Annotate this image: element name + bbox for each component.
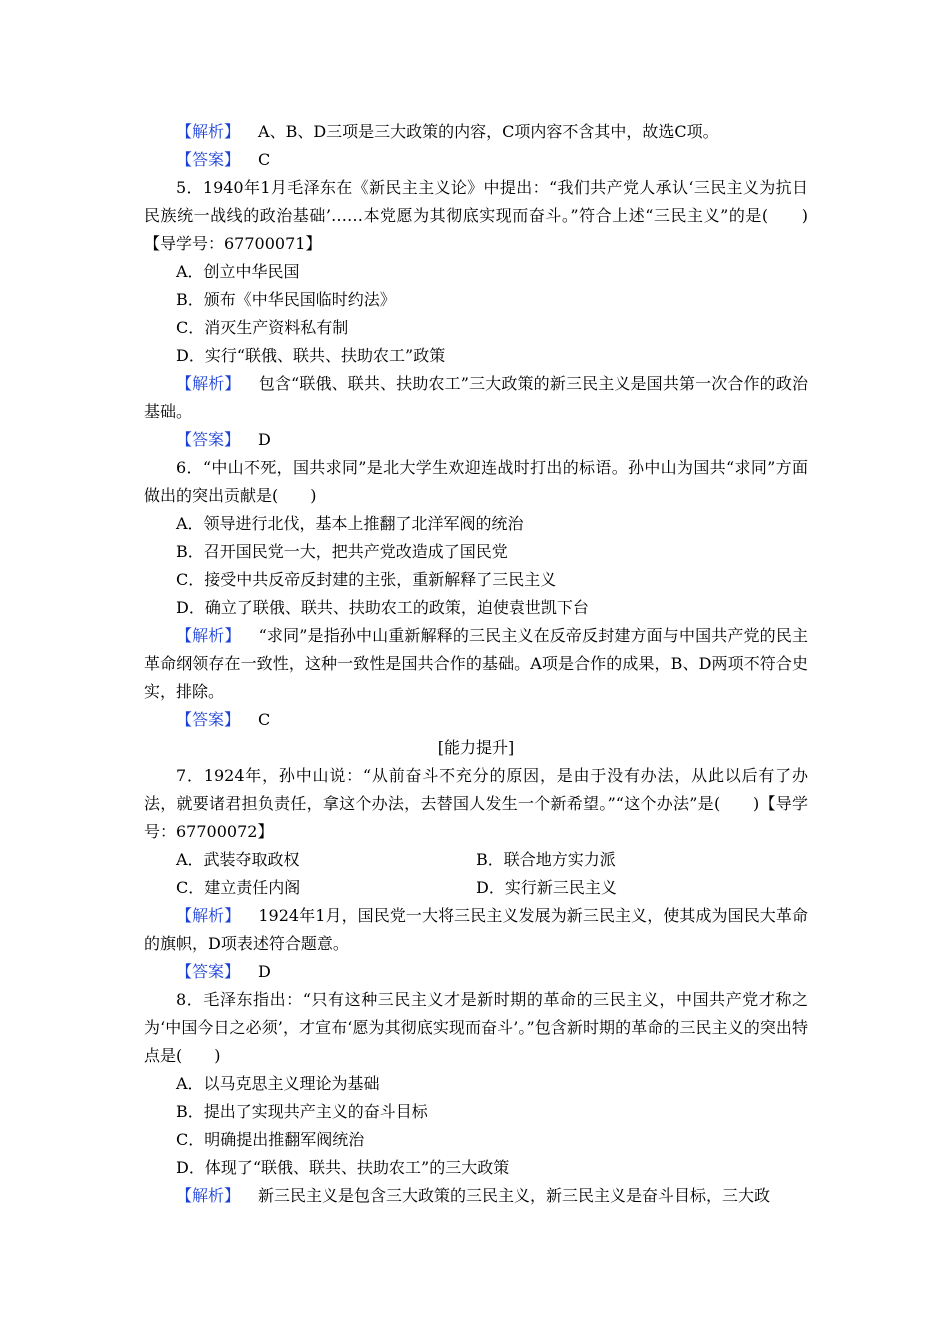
question-7-option-a: A．武装夺取政权 bbox=[176, 850, 300, 869]
answer-paragraph bbox=[144, 706, 808, 734]
analysis-paragraph bbox=[144, 902, 808, 958]
answer-label: 【答案】 bbox=[176, 150, 241, 169]
analysis-text: 1924年1月，国民党一大将三民主义发展为新三民主义，使其成为国民大革命的旗帜，D项表述符合题意。 bbox=[144, 906, 808, 953]
analysis-paragraph bbox=[144, 370, 808, 426]
section-heading: [能力提升] bbox=[437, 738, 515, 757]
analysis-text: 新三民主义是包含三大政策的三民主义，新三民主义是奋斗目标，三大政 bbox=[258, 1186, 771, 1205]
question-7-options-row-1 bbox=[144, 846, 808, 874]
analysis-text: “求同”是指孙中山重新解释的三民主义在反帝反封建方面与中国共产党的民主革命纲领存在一致性，这种一致性是国共合作的基础。A项是合作的成果，B、D两项不符合史实，排除。 bbox=[144, 626, 808, 701]
question-8-stem: 8．毛泽东指出：“只有这种三民主义才是新时期的革命的三民主义，中国共产党才称之为‘中国今日之必须’，才宣布‘愿为其彻底实现而奋斗’。”包含新时期的革命的三民主义的突出特点是( ) bbox=[144, 990, 808, 1065]
question-7-option-b: B．联合地方实力派 bbox=[476, 850, 616, 869]
answer-paragraph bbox=[144, 426, 808, 454]
question-6-option-b: B．召开国民党一大，把共产党改造成了国民党 bbox=[176, 542, 508, 561]
question-6-option-d: D．确立了联俄、联共、扶助农工的政策，迫使袁世凯下台 bbox=[176, 598, 589, 617]
analysis-label: 【解析】 bbox=[176, 626, 241, 645]
question-6-option-a: A．领导进行北伐，基本上推翻了北洋军阀的统治 bbox=[176, 514, 524, 533]
question-5-stem: 5．1940年1月毛泽东在《新民主主义论》中提出：“我们共产党人承认‘三民主义为抗日民族统一战线的政治基础’……本党愿为其彻底实现而奋斗。”符合上述“三民主义”的是( )【导学号：67700071】 bbox=[144, 178, 808, 253]
question-7-stem: 7．1924年，孙中山说：“从前奋斗不充分的原因，是由于没有办法，从此以后有了办法，就要诸君担负责任，拿这个办法，去替国人发生一个新希望。”“这个办法”是( )【导学号：67700072】 bbox=[144, 766, 808, 841]
answer-paragraph bbox=[144, 958, 808, 986]
answer-text: C bbox=[258, 710, 271, 729]
document-content bbox=[144, 118, 808, 1210]
answer-paragraph bbox=[144, 146, 808, 174]
analysis-paragraph bbox=[144, 622, 808, 706]
analysis-paragraph bbox=[144, 118, 808, 146]
question-5-option-c: C．消灭生产资料私有制 bbox=[176, 318, 349, 337]
analysis-label: 【解析】 bbox=[176, 374, 241, 393]
analysis-text: 包含“联俄、联共、扶助农工”三大政策的新三民主义是国共第一次合作的政治基础。 bbox=[144, 374, 808, 421]
analysis-label: 【解析】 bbox=[176, 1186, 241, 1205]
question-8-option-d: D．体现了“联俄、联共、扶助农工”的三大政策 bbox=[176, 1158, 510, 1177]
question-8-option-b: B．提出了实现共产主义的奋斗目标 bbox=[176, 1102, 428, 1121]
answer-label: 【答案】 bbox=[176, 430, 241, 449]
answer-text: C bbox=[258, 150, 271, 169]
analysis-label: 【解析】 bbox=[176, 122, 241, 141]
question-5-option-d: D．实行“联俄、联共、扶助农工”政策 bbox=[176, 346, 446, 365]
question-5-option-a: A．创立中华民国 bbox=[176, 262, 300, 281]
answer-label: 【答案】 bbox=[176, 710, 241, 729]
question-8-option-c: C．明确提出推翻军阀统治 bbox=[176, 1130, 365, 1149]
analysis-paragraph bbox=[144, 1182, 808, 1210]
analysis-text: A、B、D三项是三大政策的内容，C项内容不含其中，故选C项。 bbox=[258, 122, 719, 141]
question-5-option-b: B．颁布《中华民国临时约法》 bbox=[176, 290, 396, 309]
question-7-options-row-2 bbox=[144, 874, 808, 902]
answer-text: D bbox=[258, 430, 271, 449]
answer-label: 【答案】 bbox=[176, 962, 241, 981]
question-6-stem: 6．“中山不死，国共求同”是北大学生欢迎连战时打出的标语。孙中山为国共“求同”方面做出的突出贡献是( ) bbox=[144, 458, 808, 505]
question-7-option-d: D．实行新三民主义 bbox=[476, 878, 617, 897]
answer-text: D bbox=[258, 962, 271, 981]
question-7-option-c: C．建立责任内阁 bbox=[176, 878, 301, 897]
analysis-label: 【解析】 bbox=[176, 906, 241, 925]
question-8-option-a: A．以马克思主义理论为基础 bbox=[176, 1074, 380, 1093]
question-6-option-c: C．接受中共反帝反封建的主张，重新解释了三民主义 bbox=[176, 570, 557, 589]
